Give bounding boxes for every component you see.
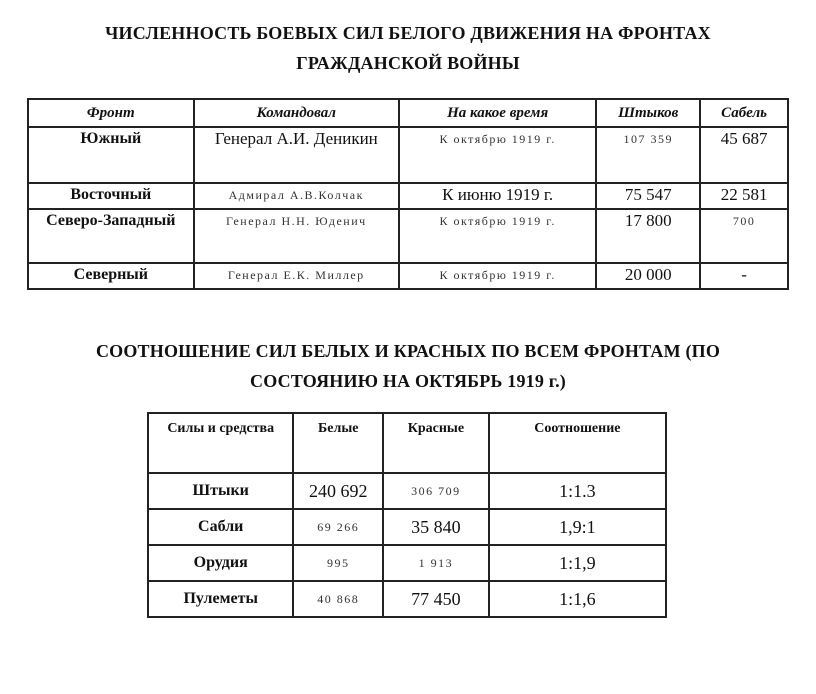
table-row <box>28 209 788 263</box>
reds-cell: 306 709 <box>383 473 489 509</box>
force-type-cell: Штыки <box>148 473 293 509</box>
commander-cell: Генерал Е.К. Миллер <box>194 263 399 289</box>
table-header-row <box>148 413 666 473</box>
bayonets-cell: 20 000 <box>596 263 700 289</box>
reds-cell: 35 840 <box>383 509 489 545</box>
column-header: Сабель <box>700 99 788 127</box>
whites-cell: 40 868 <box>293 581 383 617</box>
whites-cell: 69 266 <box>293 509 383 545</box>
front-cell: Северный <box>28 263 194 289</box>
sabres-cell: 700 <box>700 209 788 263</box>
table-row <box>148 473 666 509</box>
heading-line: СОСТОЯНИЮ НА ОКТЯБРЬ 1919 г.) <box>250 371 566 391</box>
date-cell: К октябрю 1919 г. <box>399 209 596 263</box>
column-header: Соотношение <box>489 413 666 473</box>
front-cell: Восточный <box>28 183 194 209</box>
ratio-cell: 1:1,9 <box>489 545 666 581</box>
column-header: На какое время <box>399 99 596 127</box>
sabres-cell: 22 581 <box>700 183 788 209</box>
white-forces-table <box>27 98 789 290</box>
bayonets-cell: 75 547 <box>596 183 700 209</box>
date-cell: К октябрю 1919 г. <box>399 263 596 289</box>
front-cell: Южный <box>28 127 194 183</box>
column-header: Фронт <box>28 99 194 127</box>
forces-ratio-table <box>147 412 667 618</box>
table-row <box>148 581 666 617</box>
heading-line: ГРАЖДАНСКОЙ ВОЙНЫ <box>296 53 520 73</box>
commander-cell: Генерал А.И. Деникин <box>194 127 399 183</box>
reds-cell: 77 450 <box>383 581 489 617</box>
sabres-cell: 45 687 <box>700 127 788 183</box>
reds-cell: 1 913 <box>383 545 489 581</box>
force-type-cell: Сабли <box>148 509 293 545</box>
whites-cell: 995 <box>293 545 383 581</box>
heading-line: СООТНОШЕНИЕ СИЛ БЕЛЫХ И КРАСНЫХ ПО ВСЕМ ФРОНТАМ (ПО <box>95 341 721 361</box>
column-header: Силы и средства <box>148 413 293 473</box>
heading-white-forces <box>0 18 816 78</box>
date-cell: К июню 1919 г. <box>399 183 596 209</box>
front-cell: Северо-Западный <box>28 209 194 263</box>
table-row <box>148 509 666 545</box>
ratio-cell: 1:1,6 <box>489 581 666 617</box>
ratio-cell: 1,9:1 <box>489 509 666 545</box>
table-row <box>28 127 788 183</box>
force-type-cell: Пулеметы <box>148 581 293 617</box>
table-row <box>28 263 788 289</box>
column-header: Белые <box>293 413 383 473</box>
commander-cell: Генерал Н.Н. Юденич <box>194 209 399 263</box>
table-row <box>28 183 788 209</box>
column-header: Красные <box>383 413 489 473</box>
date-cell: К октябрю 1919 г. <box>399 127 596 183</box>
table-row <box>148 545 666 581</box>
heading-forces-ratio <box>0 336 816 396</box>
bayonets-cell: 107 359 <box>596 127 700 183</box>
table-header-row <box>28 99 788 127</box>
whites-cell: 240 692 <box>293 473 383 509</box>
bayonets-cell: 17 800 <box>596 209 700 263</box>
column-header: Командовал <box>194 99 399 127</box>
sabres-cell: - <box>700 263 788 289</box>
commander-cell: Адмирал А.В.Колчак <box>194 183 399 209</box>
force-type-cell: Орудия <box>148 545 293 581</box>
column-header: Штыков <box>596 99 700 127</box>
ratio-cell: 1:1.3 <box>489 473 666 509</box>
heading-line: ЧИСЛЕННОСТЬ БОЕВЫХ СИЛ БЕЛОГО ДВИЖЕНИЯ НА ФРОНТАХ <box>105 23 711 43</box>
